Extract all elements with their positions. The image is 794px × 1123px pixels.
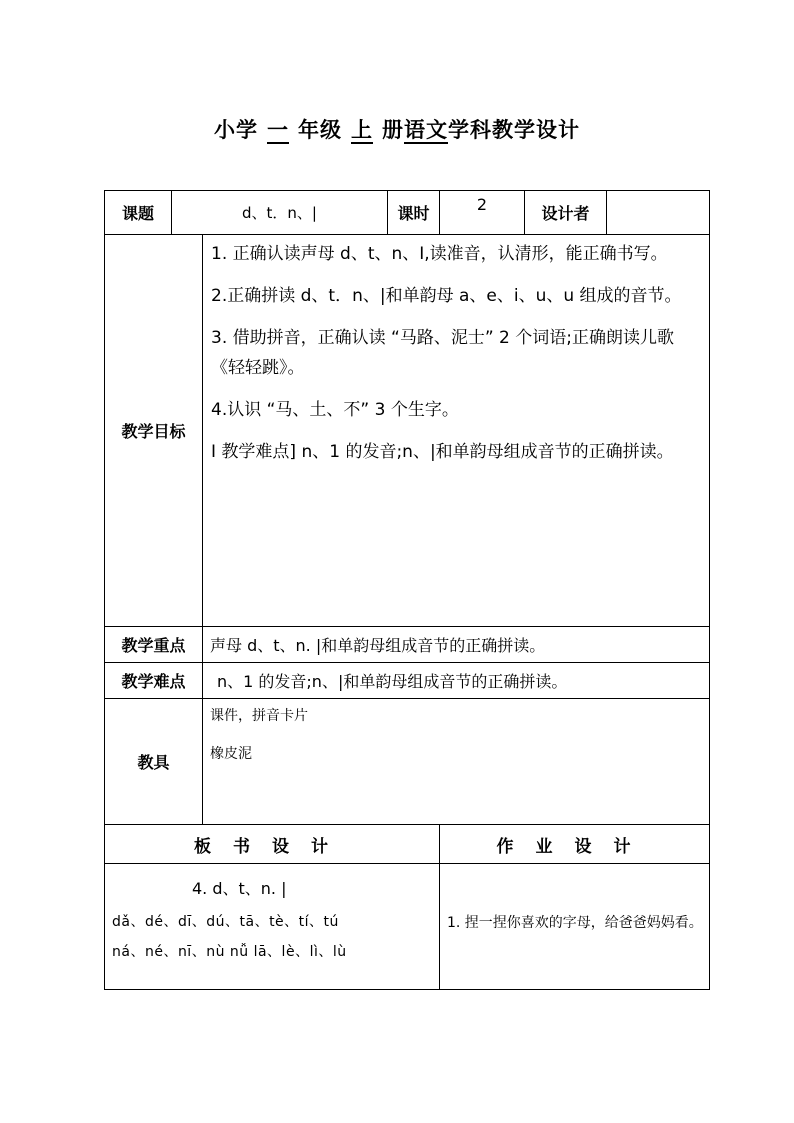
difficulty-value: n、1 的发音;n、|和单韵母组成音节的正确拼读。 [203, 663, 710, 699]
goal-item: 4.认识 “马、土、不” 3 个生字。 [211, 400, 459, 420]
title-grade: 一 [267, 118, 289, 142]
title-prefix: 小学 [214, 118, 258, 142]
board-content [105, 864, 440, 990]
tools-content [203, 699, 710, 825]
design-header-row [105, 825, 710, 864]
designer-value [607, 191, 710, 235]
tools-item: 课件，拼音卡片 [210, 708, 308, 724]
title-grade-suffix: 年级 [298, 118, 342, 142]
homework-content: 1. 捏一捏你喜欢的字母，给爸爸妈妈看。 [440, 864, 710, 990]
design-content-row [105, 864, 710, 990]
board-line: dǎ、dé、dī、dú、tā、tè、tí、tú [112, 914, 339, 930]
goal-item: 2.正确拼读 d、t．n、|和单韵母 a、e、i、u、u 组成的音节。 [211, 286, 682, 306]
hours-value: 2 [440, 191, 525, 235]
document-title [0, 114, 794, 144]
tools-label: 教具 [105, 699, 203, 825]
tools-row [105, 699, 710, 825]
goal-item: I 教学难点] n、1 的发音;n、|和单韵母组成音节的正确拼读。 [211, 442, 674, 462]
homework-header: 作业设计 [440, 825, 710, 864]
lesson-plan-table [104, 190, 710, 990]
difficulty-row [105, 663, 710, 699]
goals-row [105, 235, 710, 627]
board-title: 4. d、t、n. | [192, 879, 287, 898]
focus-value: 声母 d、t、n. |和单韵母组成音节的正确拼读。 [203, 627, 710, 663]
title-volume: 上 [351, 118, 373, 142]
goal-item: 1. 正确认读声母 d、t、n、I,读准音，认清形，能正确书写。 [211, 244, 668, 264]
goals-label: 教学目标 [105, 235, 203, 627]
title-subject: 语文 [404, 118, 448, 142]
topic-label: 课题 [105, 191, 172, 235]
board-header: 板书设计 [105, 825, 440, 864]
topic-row [105, 191, 710, 235]
board-line: ná、né、nī、nù nǚ lā、lè、lì、lù [112, 944, 347, 960]
focus-label: 教学重点 [105, 627, 203, 663]
difficulty-label: 教学难点 [105, 663, 203, 699]
goals-content [203, 235, 710, 627]
title-suffix: 学科教学设计 [448, 118, 580, 142]
tools-item: 橡皮泥 [210, 746, 252, 762]
focus-row [105, 627, 710, 663]
title-volume-suffix: 册 [382, 118, 404, 142]
goal-item: 3. 借助拼音，正确认读 “马路、泥士” 2 个词语;正确朗读儿歌《轻轻跳》。 [211, 328, 674, 378]
topic-value: d、t．n、| [172, 191, 388, 235]
hours-label: 课时 [388, 191, 440, 235]
designer-label: 设计者 [525, 191, 607, 235]
